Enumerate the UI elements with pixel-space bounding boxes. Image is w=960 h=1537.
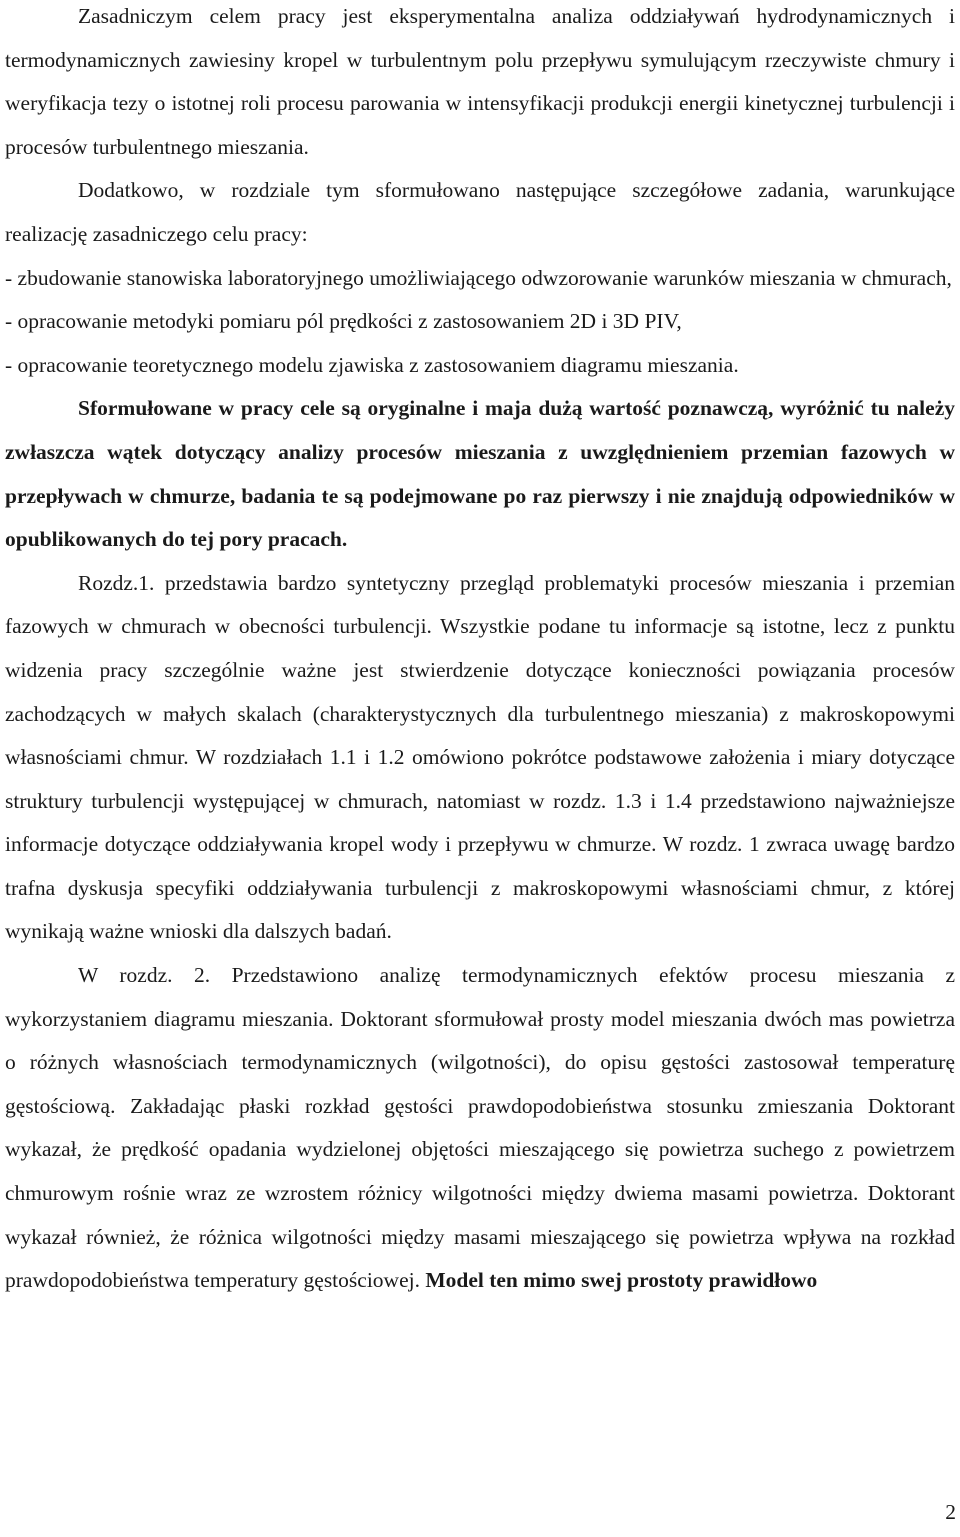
chapter-2-text: W rozdz. 2. Przedstawiono analizę termodynamicznych efektów procesu mieszania z wykorzystaniem diagramu mieszania. Doktorant sformułował prosty model mieszania dwóch mas powietrza o różnych własnościach termodynamicznych (wilgotności), do opisu gęstości zastosował temperaturę gęstościową. Zakładając płaski rozkład gęstości prawdopodobieństwa stosunku zmieszania Doktorant wykazał, że prędkość opadania wydzielonej objętości mieszającego się powietrza suchego z powietrzem chmurowym rośnie wraz ze wzrostem różnicy wilgotności między dwiema masami powietrza. Doktorant wykazał również, że różnica wilgotności między masami mieszającego się powietrza wpływa na rozkład prawdopodobieństwa temperatury gęstościowej. (5, 963, 955, 1293)
list-item-theoretical-model: - opracowanie teoretycznego modelu zjawiska z zastosowaniem diagramu mieszania. (5, 352, 739, 377)
paragraph-chapter-2-review (5, 954, 955, 1303)
paragraph-chapter-1-review: Rozdz.1. przedstawia bardzo syntetyczny przegląd problematyki procesów mieszania i przemian fazowych w chmurach w obecności turbulencji. Wszystkie podane tu informacje są istotne, lecz z punktu widzenia pracy szczególnie ważne jest stwierdzenie dotyczące konieczności powiązania procesów zachodzących w małych skalach (charakterystycznych dla turbulentnego mieszania) z makroskopowymi własnościami chmur. W rozdziałach 1.1 i 1.2 omówiono pokrótce podstawowe założenia i miary dotyczące struktury turbulencji występującej w chmurach, natomiast w rozdz. 1.3 i 1.4 przedstawiono najważniejsze informacje dotyczące oddziaływania kropel wody i przepływu w chmurze. W rozdz. 1 zwraca uwagę bardzo trafna dyskusja specyfiki oddziaływania turbulencji z makroskopowymi własnościami chmur, z której wynikają ważne wnioski dla dalszych badań. (5, 570, 955, 944)
paragraph-main-goal: Zasadniczym celem pracy jest eksperymentalna analiza oddziaływań hydrodynamicznych i termodynamicznych zawiesiny kropel w turbulentnym polu przepływu symulującym rzeczywiste chmury i weryfikacja tezy o istotnej roli procesu parowania w intensyfikacji produkcji energii kinetycznej turbulencji i procesów turbulentnego mieszania. (5, 4, 955, 159)
list-item-lab-stand: - zbudowanie stanowiska laboratoryjnego umożliwiającego odwzorowanie warunków mieszania w chmurach, (5, 265, 952, 290)
final-bold-run: Model ten mimo swej prostoty prawidłowo (425, 1268, 818, 1293)
paragraph-originality-assessment: Sformułowane w pracy cele są oryginalne i maja dużą wartość poznawczą, wyróżnić tu należy zwłaszcza wątek dotyczący analizy procesów mieszania z uwzględnieniem przemian fazowych w przepływach w chmurze, badania te są podejmowane po raz pierwszy i nie znajdują odpowiedników w opublikowanych do tej pory pracach. (5, 396, 955, 552)
paragraph-additional-tasks: Dodatkowo, w rozdziale tym sformułowano następujące szczegółowe zadania, warunkujące realizację zasadniczego celu pracy: (5, 178, 955, 246)
document-page (5, 0, 955, 1303)
list-item-piv-method: - opracowanie metodyki pomiaru pól prędkości z zastosowaniem 2D i 3D PIV, (5, 309, 682, 334)
page-number: 2 (945, 1500, 956, 1524)
